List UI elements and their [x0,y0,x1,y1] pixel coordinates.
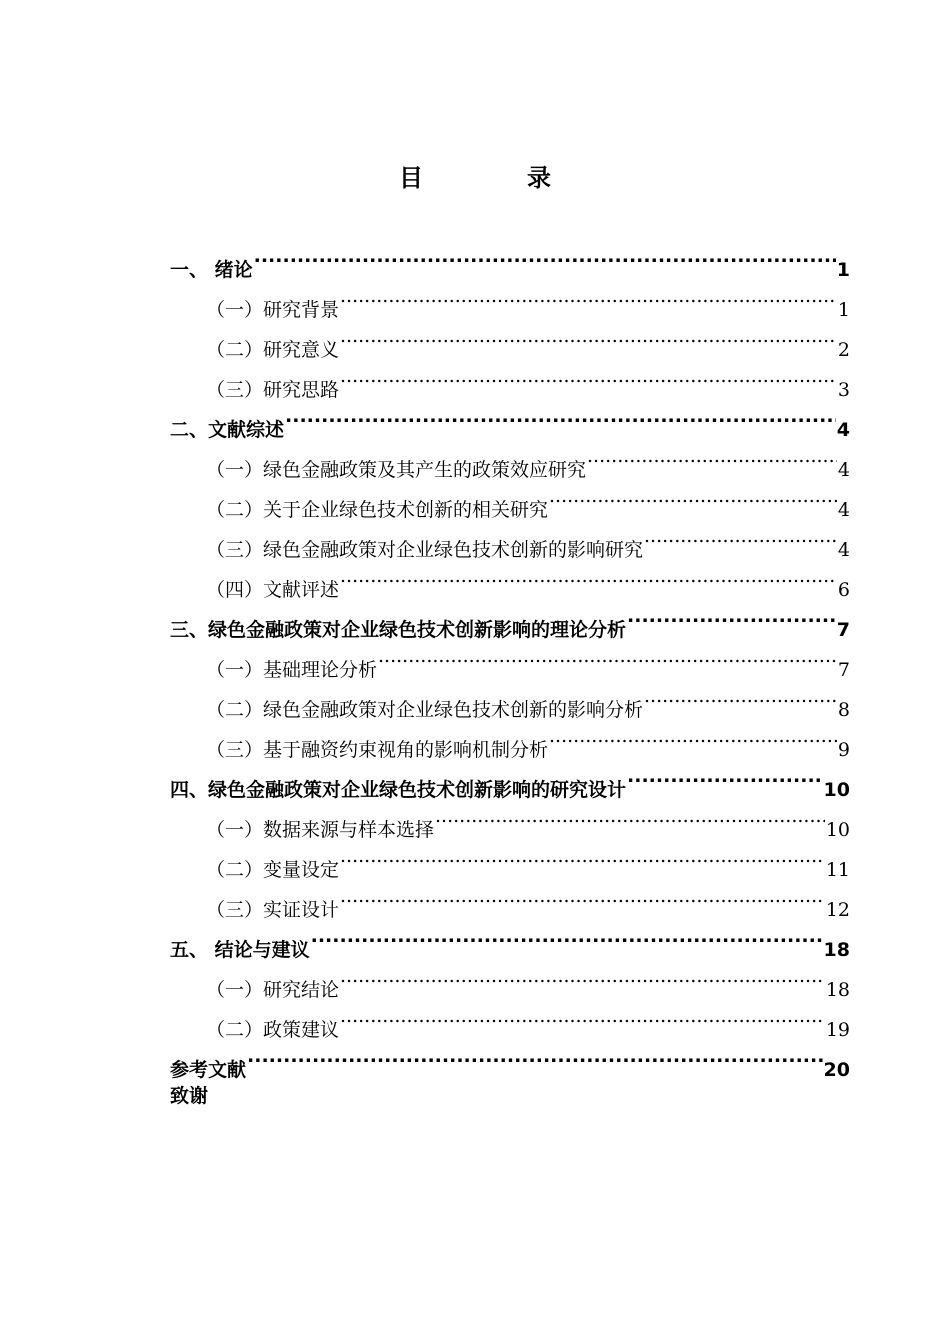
toc-page-number: 4 [837,539,850,561]
toc-entry-title: （三）基于融资约束视角的影响机制分析 [206,739,549,761]
toc-page-number: 4 [837,499,850,521]
toc-page-number: 2 [837,339,850,361]
toc-page-number: 10 [823,779,850,801]
toc-page-number: 4 [837,459,850,481]
toc-entry-title: （二）研究意义 [206,339,340,361]
toc-dot-leader [285,396,836,436]
toc-page-number: 4 [836,419,850,441]
toc-section-entry[interactable] [170,276,850,321]
toc-entry-title: （一）研究背景 [206,299,340,321]
toc-entry-title: （一）研究结论 [206,979,340,1001]
toc-dot-leader [644,676,837,716]
toc-entry-title: （二）变量设定 [206,859,340,881]
toc-dot-leader [340,276,837,316]
toc-dot-leader [549,476,837,516]
toc-entry-title: 参考文献 [170,1059,247,1081]
toc-entry-title: （二）绿色金融政策对企业绿色技术创新的影响分析 [206,699,644,721]
toc-entry-title: （一）数据来源与样本选择 [206,819,435,841]
toc-dot-leader [627,596,836,636]
toc-page-number: 12 [825,899,850,921]
toc-dot-leader [340,356,837,396]
toc-page-number: 7 [837,659,850,681]
toc-dot-leader [340,996,825,1036]
toc-page-number: 6 [837,579,850,601]
toc-chapter-entry[interactable] [170,1076,850,1116]
toc-dot-leader [340,556,837,596]
toc-dot-leader [247,1036,823,1076]
toc-entry-title: （四）文献评述 [206,579,340,601]
toc-page-number: 10 [825,819,850,841]
toc-entry-title: 一、 绪论 [170,259,253,281]
toc-dot-leader [378,636,837,676]
toc-entry-title: （三）实证设计 [206,899,340,921]
toc-dot-leader [254,236,836,276]
toc-entry-title: 四、绿色金融政策对企业绿色技术创新影响的研究设计 [170,779,627,801]
toc-page-number: 9 [837,739,850,761]
toc-dot-leader [435,796,825,836]
toc-dot-leader [340,836,825,876]
toc-page-number: 18 [825,979,850,1001]
toc-dot-leader [644,516,837,556]
toc-page-number: 3 [837,379,850,401]
toc-entry-title: 二、文献综述 [170,419,285,441]
toc-dot-leader [587,436,837,476]
toc-entry-title: （二）关于企业绿色技术创新的相关研究 [206,499,549,521]
toc-page-number: 8 [837,699,850,721]
toc-chapter-entry[interactable] [170,1036,850,1081]
toc-dot-leader [340,956,825,996]
toc-dot-leader [627,756,823,796]
toc-entry-title: （二）政策建议 [206,1019,340,1041]
toc-page-number: 19 [825,1019,850,1041]
toc-page-number: 7 [836,619,850,641]
toc-entry-title: （三）研究思路 [206,379,340,401]
toc-page-number: 11 [825,859,850,881]
table-of-contents [170,236,850,1116]
toc-entry-title: （一）绿色金融政策及其产生的政策效应研究 [206,459,587,481]
toc-entry-title: （三）绿色金融政策对企业绿色技术创新的影响研究 [206,539,644,561]
toc-dot-leader [549,716,837,756]
toc-page-number: 1 [836,259,850,281]
toc-page-number: 18 [823,939,850,961]
toc-entry-title: 致谢 [170,1085,209,1107]
toc-dot-leader [340,876,825,916]
toc-page-number: 1 [837,299,850,321]
toc-entry-title: （一）基础理论分析 [206,659,378,681]
toc-entry-title: 三、绿色金融政策对企业绿色技术创新影响的理论分析 [170,619,627,641]
toc-dot-leader [311,916,823,956]
toc-entry-title: 五、 结论与建议 [170,939,310,961]
toc-chapter-entry[interactable] [170,236,850,281]
toc-dot-leader [340,316,837,356]
toc-page-number: 20 [823,1059,850,1081]
page-title: 目 录 [399,163,591,192]
